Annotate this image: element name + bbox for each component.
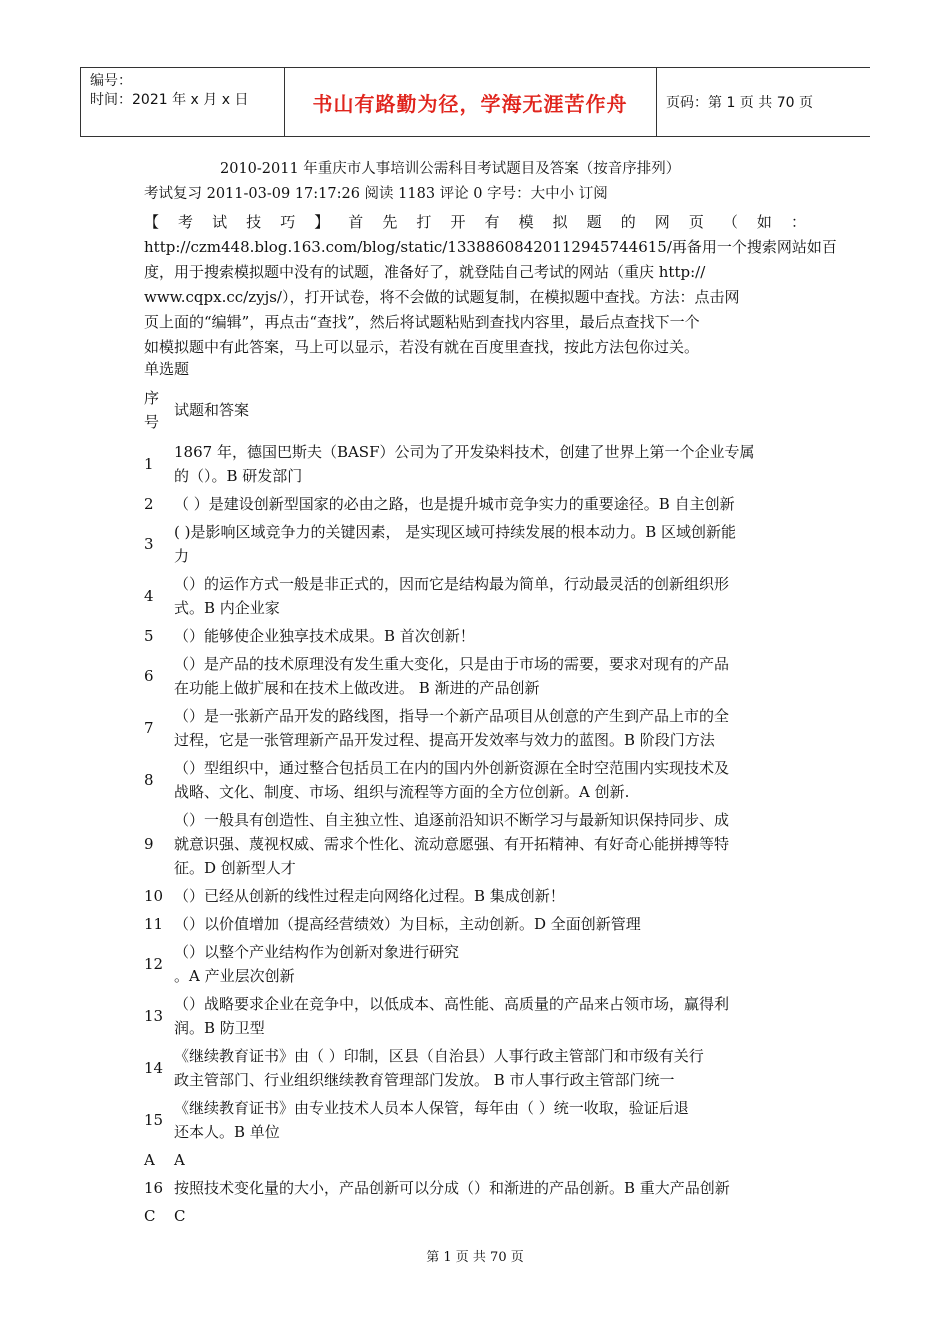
question-text [174,940,814,988]
question-number: 1 [144,455,154,473]
table-row [144,808,816,880]
question-line: 式。B 内企业家 [174,599,280,617]
table-row [144,1096,816,1144]
question-number: 10 [144,887,164,905]
question-text [174,1176,814,1200]
header-info [90,72,248,110]
question-line: 润。B 防卫型 [174,1019,265,1037]
question-line: （）的运作方式一般是非正式的，因而它是结构最为简单，行动最灵活的创新组织形 [174,575,730,593]
question-number: 5 [144,627,154,645]
question-line: 战略、文化、制度、市场、组织与流程等方面的全方位创新。A 创新. [174,783,630,801]
question-text [174,808,814,880]
table-row [144,1204,816,1228]
question-text [174,492,814,516]
question-line: （ ）是建设创新型国家的必由之路，也是提升城市竞争实力的重要途径。B 自主创新 [174,495,735,513]
question-line: （）能够使企业独享技术成果。B 首次创新！ [174,627,475,645]
question-line: （）以价值增加（提高经营绩效）为目标，主动创新。D 全面创新管理 [174,915,641,933]
header-motto: 书山有路勤为径，学海无涯苦作舟 [312,91,628,116]
question-text [174,912,814,936]
question-text [174,1148,814,1172]
question-text [174,652,814,700]
question-text [174,756,814,804]
table-row [144,492,816,516]
question-line: 过程，它是一张管理新产品开发过程、提高开发效率与效力的蓝图。B 阶段门方法 [174,731,715,749]
question-text [174,884,814,908]
intro-line: www.cqpx.cc/zyjs/），打开试卷，将不会做的试题复制，在模拟题中查找。方法：点击网 [144,288,740,306]
question-text [174,704,814,752]
table-row [144,912,816,936]
question-line: 《继续教育证书》由专业技术人员本人保管，每年由（ ）统一收取，验证后退 [174,1099,689,1117]
table-row [144,1044,816,1092]
question-number: 6 [144,667,154,685]
header-num-line: 序 [144,389,160,407]
question-line: ( )是影响区域竞争力的关键因素， 是实现区域可持续发展的根本动力。B 区域创新能 [174,523,737,541]
question-line: 在功能上做扩展和在技术上做改进。 B 渐进的产品创新 [174,679,540,697]
question-number: 3 [144,535,154,553]
table-row [144,704,816,752]
question-line: （）以整个产业结构作为创新对象进行研究 [174,943,460,961]
document-header [80,67,870,137]
intro-line: 【 考 试 技 巧 】 首 先 打 开 有 模 拟 题 的 网 页 （ 如 ： [144,213,806,231]
question-text [174,624,814,648]
intro-line: 度，用于搜索模拟题中没有的试题，准备好了，就登陆自己考试的网站（重庆 http:// [144,263,706,281]
question-line: 。A 产业层次创新 [174,967,295,985]
doc-title: 2010-2011 年重庆市人事培训公需科目考试题目及答案（按音序排列） [220,161,681,177]
table-row [144,756,816,804]
intro-line: 页上面的“编辑”，再点击“查找”，然后将试题粘贴到查找内容里，最后点查找下一个 [144,313,700,331]
question-text [174,520,814,568]
header-num-cell [144,386,174,434]
table-row [144,1148,816,1172]
header-text-cell: 试题和答案 [174,401,250,419]
question-line: （）是一张新产品开发的路线图，指导一个新产品项目从创意的产生到产品上市的全 [174,707,730,725]
question-text [174,572,814,620]
question-number: 7 [144,719,154,737]
intro-line: 如模拟题中有此答案，马上可以显示，若没有就在百度里查找，按此方法包你过关。 [144,338,700,356]
question-line: 1867 年，德国巴斯夫（BASF）公司为了开发染料技术，创建了世界上第一个企业专属 [174,443,755,461]
table-row [144,520,816,568]
question-line: （）战略要求企业在竞争中，以低成本、高性能、高质量的产品来占领市场，赢得利 [174,995,730,1013]
intro-paragraph [144,210,837,360]
question-line: 力 [174,547,190,565]
question-number: C [144,1207,156,1225]
question-number: 14 [144,1059,164,1077]
question-line: 《继续教育证书》由（ ）印制，区县（自治县）人事行政主管部门和市级有关行 [174,1047,704,1065]
question-line: 的（）。B 研发部门 [174,467,303,485]
question-number: A [144,1151,155,1169]
doc-meta: 考试复习 2011-03-09 17:17:26 阅读 1183 评论 0 字号：大中小 订阅 [144,186,608,202]
question-line: 就意识强、蔑视权威、需求个性化、流动意愿强、有开拓精神、有好奇心能拼搏等特 [174,835,730,853]
table-row [144,940,816,988]
question-line: （）已经从创新的线性过程走向网络化过程。B 集成创新！ [174,887,565,905]
header-page-info: 页码：第 1 页 共 70 页 [666,95,813,111]
question-number: 9 [144,835,154,853]
question-number: 8 [144,771,154,789]
question-line: 按照技术变化量的大小，产品创新可以分成（）和渐进的产品创新。B 重大产品创新 [174,1179,730,1197]
page-footer: 第 1 页 共 70 页 [426,1250,524,1265]
question-line: 还本人。B 单位 [174,1123,280,1141]
question-line: A [174,1151,185,1169]
question-line: （）一般具有创造性、自主独立性、追逐前沿知识不断学习与最新知识保持同步、成 [174,811,730,829]
section-heading: 单选题 [144,360,190,378]
question-text [174,440,814,488]
question-line: 征。D 创新型人才 [174,859,296,877]
question-table [144,386,816,1232]
header-divider [80,68,81,136]
question-text [174,1096,814,1144]
question-number: 12 [144,955,164,973]
question-text [174,1044,814,1092]
table-row [144,884,816,908]
header-date: 时间：2021 年 x 月 x 日 [90,92,249,108]
intro-line: http://czm448.blog.163.com/blog/static/13388608420112945744615/再备用一个搜索网站如百 [144,238,837,256]
question-number: 16 [144,1179,164,1197]
header-divider [656,68,657,136]
header-num-line: 号 [144,413,160,431]
table-row [144,992,816,1040]
table-row [144,1176,816,1200]
question-line: 政主管部门、行业组织继续教育管理部门发放。 B 市人事行政主管部门统一 [174,1071,675,1089]
table-row [144,652,816,700]
table-row [144,572,816,620]
question-number: 2 [144,495,154,513]
question-line: （）是产品的技术原理没有发生重大变化，只是由于市场的需要，要求对现有的产品 [174,655,730,673]
question-line: （）型组织中，通过整合包括员工在内的国内外创新资源在全时空范围内实现技术及 [174,759,730,777]
question-number: 13 [144,1007,164,1025]
table-row [144,624,816,648]
question-text [174,1204,814,1228]
question-line: C [174,1207,186,1225]
question-number: 4 [144,587,154,605]
table-header-row [144,386,816,434]
header-number-label: 编号： [90,73,132,89]
table-row [144,440,816,488]
question-number: 15 [144,1111,164,1129]
question-number: 11 [144,915,164,933]
question-text [174,992,814,1040]
